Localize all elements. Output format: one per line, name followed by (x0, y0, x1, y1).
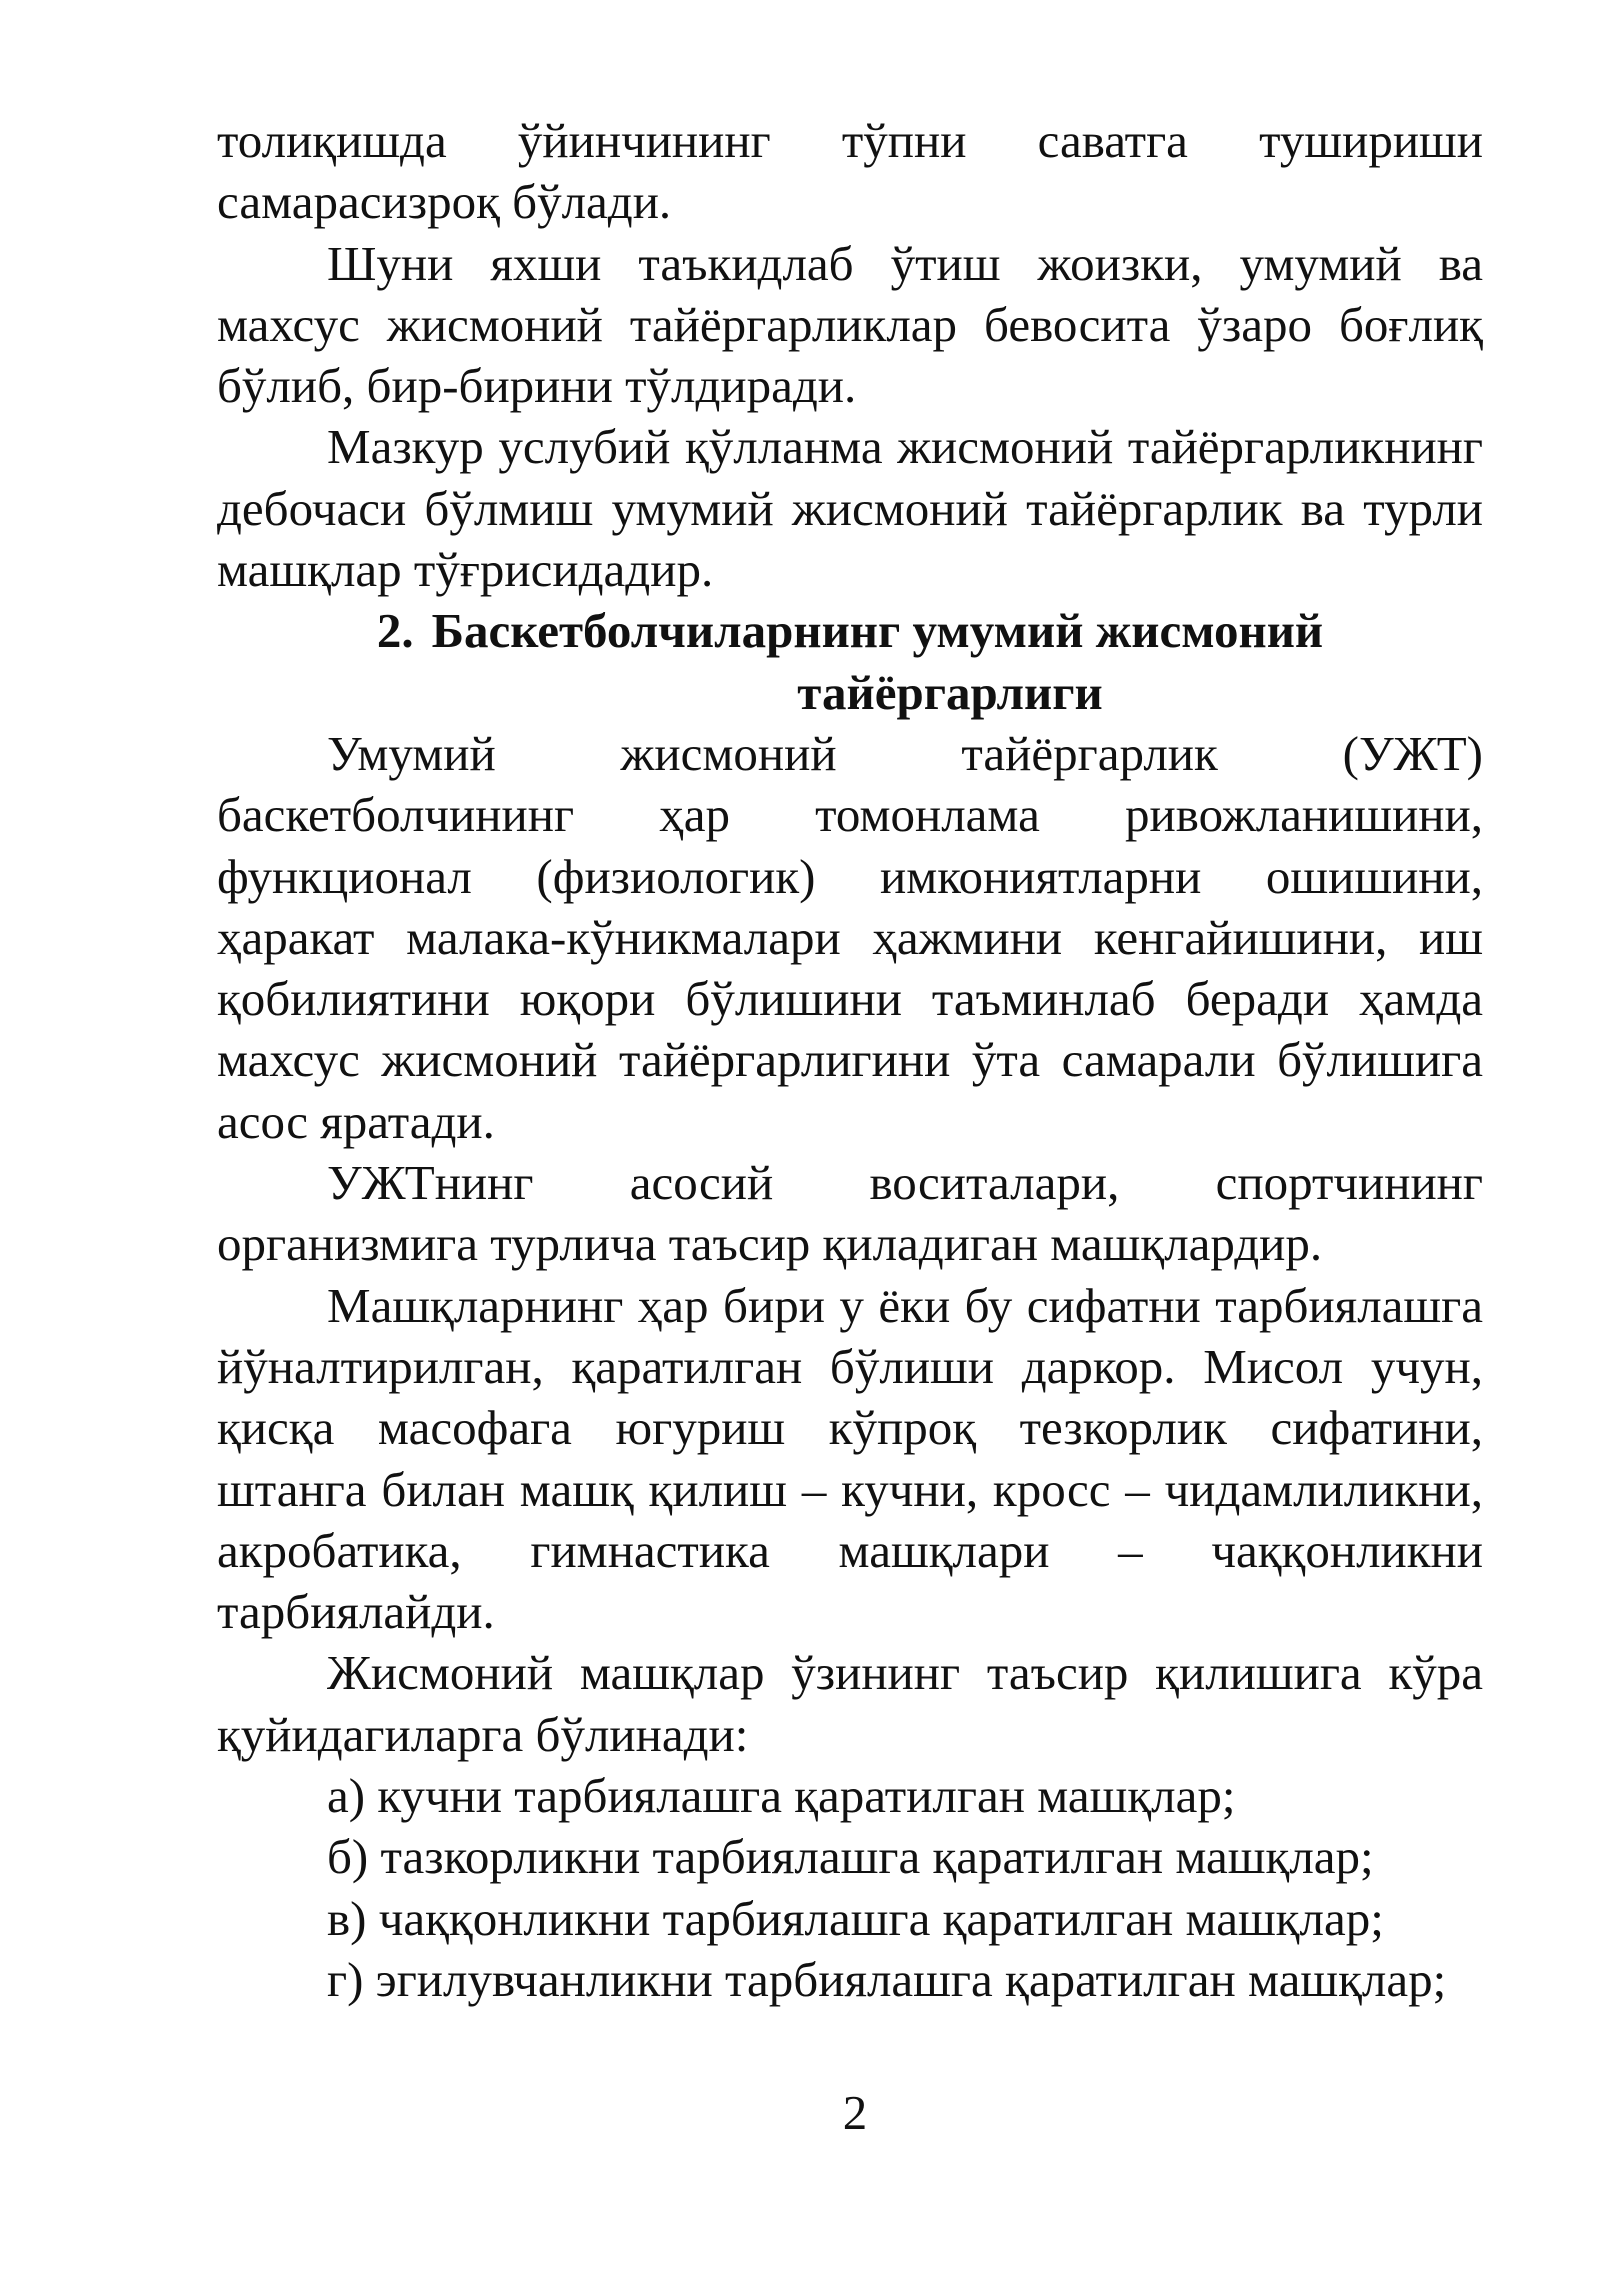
paragraph-exercise-examples: Машқларнинг ҳар бири у ёки бу сифатни тарбиялашга йўналтирилган, қаратилган бўлиши даркор. Мисол учун, қисқа масофага югуриш кўпроқ тезкорлик сифатини, штанга билан машқ қилиш – кучни, кросс – чидамлиликни, акробатика, гимнастика машқлари – чаққонликни тарбиялайди. (217, 1277, 1483, 1640)
paragraph-exercise-classification: Жисмоний машқлар ўзининг таъсир қилишига кўра қуйидагиларга бўлинади: (217, 1645, 1483, 1762)
page-number: 2 (842, 2085, 868, 2140)
paragraph-ujt-means: УЖТнинг асосий воситалари, спортчининг организмига турлича таъсир қиладиган машқлардир. (217, 1155, 1483, 1272)
list-item-agility: в) чаққонликни тарбиялашга қаратилган машқлар; (327, 1890, 1384, 1946)
document-page (217, 110, 1483, 2010)
paragraph-interrelation: Шуни яхши таъкидлаб ўтиш жоизки, умумий ва махсус жисмоний тайёргарликлар бевосита ўзаро боғлиқ бўлиб, бир-бирини тўлдиради. (217, 235, 1483, 414)
list-item-flexibility: г) эгилувчанликни тарбиялашга қаратилган машқлар; (327, 1951, 1447, 2007)
paragraph-manual-purpose: Мазкур услубий қўлланма жисмоний тайёргарликнинг дебочаси бўлмиш умумий жисмоний тайёргарлик ва турли машқлар тўғрисидадир. (217, 419, 1483, 598)
paragraph-continuation: толиқишда ўйинчининг тўпни саватга тушириши самарасизроқ бўлади. (217, 113, 1483, 230)
section-title-line1: Баскетболчиларнинг умумий жисмоний (431, 603, 1324, 659)
paragraph-ujt-definition: Умумий жисмоний тайёргарлик (УЖТ) баскетболчининг ҳар томонлама ривожланишини, функционал (физиологик) имкониятларни ошишини, ҳаракат малака-кўникмалари ҳажмини кенгайишини, иш қобилиятини юқори бўлишини таъминлаб беради ҳамда махсус жисмоний тайёргарлигини ўта самарали бўлишига асос яратади. (217, 725, 1483, 1149)
list-item-speed: б) тазкорликни тарбиялашга қаратилган машқлар; (327, 1829, 1374, 1885)
list-item-strength: а) кучни тарбиялашга қаратилган машқлар; (327, 1768, 1236, 1824)
section-title-line2: тайёргарлиги (797, 664, 1103, 720)
section-heading (217, 600, 1483, 723)
section-number: 2. (376, 603, 414, 659)
